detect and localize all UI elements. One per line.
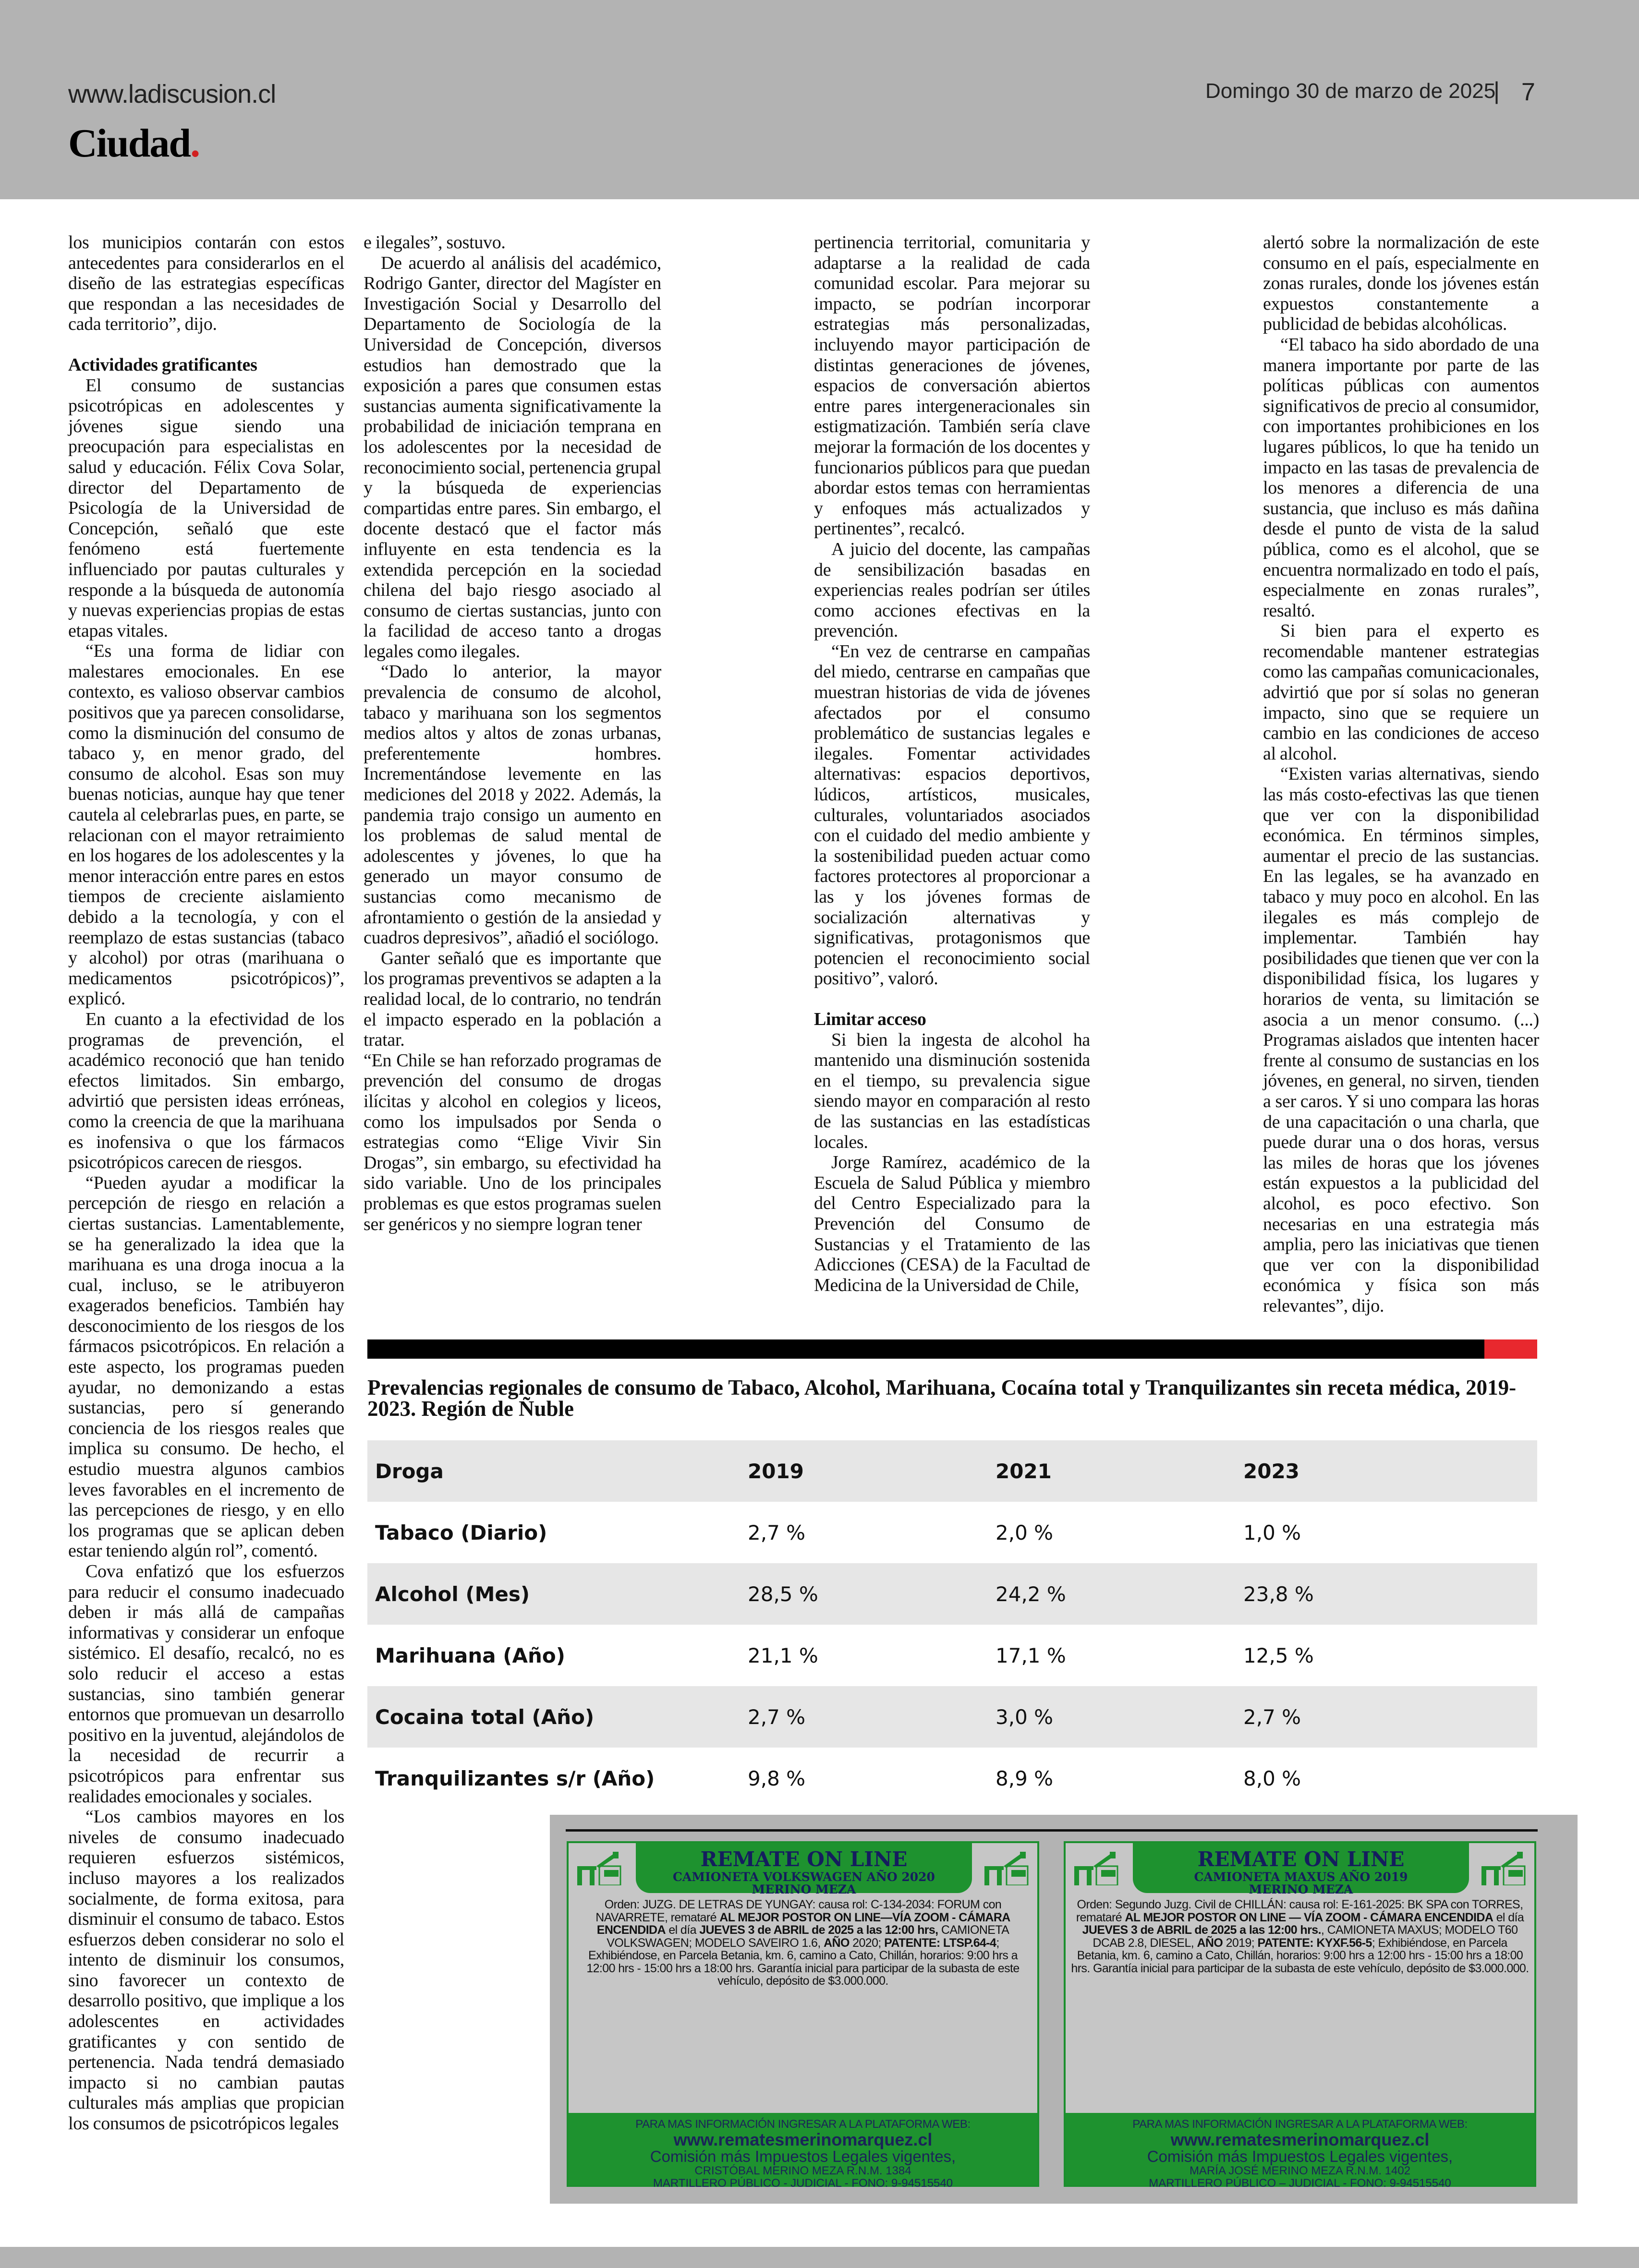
paragraph: A juicio del docente, las campañas de sensibilización basadas en experiencias reales podrían ser útiles como acciones efectivas en la prevención. — [814, 539, 1090, 641]
table-title: Prevalencias regionales de consumo de Tabaco, Alcohol, Marihuana, Cocaína total y Tranquilizantes sin receta médica, 2019-2023. Región de Ñuble — [367, 1375, 1517, 1421]
column-header: 2021 — [996, 1459, 1052, 1483]
paragraph: “En vez de centrarse en campañas del miedo, centrarse en campañas que muestran historias de vida de jóvenes afectados por el consumo problemático de sustancias legales e ilegales. Fomentar actividades alternativas: espacios deportivos, lúdicos, artísticos, musicales, culturales, voluntariados asociados con el cuidado del medio ambiente y la sostenibilidad pueden actuar como factores protectores al proporcionar a las y los jóvenes formas de socialización alternativas y significativas, protagonismos que potencien el reconocimiento social positivo”, valoró. — [814, 641, 1090, 989]
value-cell: 1,0 % — [1243, 1520, 1301, 1544]
paragraph: En cuanto a la efectividad de los programas de prevención, el académico reconoció que han tenido efectos limitados. Sin embargo, advirtió que persisten ideas erróneas, como la creencia de que la marihuana es inofensiva o que los fármacos psicotrópicos carecen de riesgos. — [68, 1009, 344, 1173]
article-column-3 — [814, 232, 1090, 1295]
value-cell: 3,0 % — [996, 1705, 1054, 1729]
column-header: Droga — [375, 1459, 444, 1483]
ad-text: Orden: Segundo Juzg. Civil de CHILLÁN: causa rol: E-161-2025: BK SPA con TORRES, remataré — [1076, 1898, 1523, 1924]
ad-commission: Comisión más Impuestos Legales vigentes, — [650, 2147, 956, 2165]
ad-commission: Comisión más Impuestos Legales vigentes, — [1147, 2147, 1453, 2165]
column-header: 2023 — [1243, 1459, 1299, 1483]
value-cell: 21,1 % — [748, 1643, 818, 1667]
auctioneer-logo-icon — [1072, 1852, 1120, 1885]
paragraph: pertinencia territorial, comunitaria y adaptarse a la realidad de cada comunidad escolar. Para mejorar su impacto, se podrían incorporar estrategias más personalizadas, incluyendo mayor participación de distintas generaciones de jóvenes, espacios de conversación abiertos entre pares intergeneracionales sin estigmatización. También sería clave mejorar la formación de los docentes y funcionarios públicos para que puedan abordar estos temas con herramientas y enfoques más actualizados y pertinentes”, recalcó. — [814, 232, 1090, 539]
ad-text: ; Exhibiéndose, en Parcela Betania, km. 6, camino a Cato, Chillán, horarios: 9:00 hrs a 12:00 hrs - 15:00 hrs a 18:00 hrs. Garantía inicial para participar de la subasta de este vehículo, depósito de $3.000.000. — [586, 1936, 1020, 1988]
ad-text-bold: PATENTE: KYXF.56-5 — [1257, 1936, 1372, 1950]
ad-title: REMATE ON LINE — [1197, 1847, 1405, 1871]
value-cell: 2,7 % — [748, 1705, 806, 1729]
value-cell: 24,2 % — [996, 1582, 1066, 1606]
article-column-2 — [364, 232, 661, 1234]
ad-brand: MERINO MEZA — [1249, 1882, 1353, 1896]
drug-cell: Alcohol (Mes) — [375, 1582, 530, 1606]
accent-bar — [1484, 1339, 1537, 1359]
paragraph: “En Chile se han reforzado programas de prevención del consumo de drogas ilícitas y alcohol en colegios y liceos, como los impulsados por Senda o estrategias como “Elige Vivir Sin Drogas”, sin embargo, su efectividad ha sido variable. Uno de los principales problemas es que estos programas suelen ser genéricos y no siempre logran tener — [364, 1050, 661, 1234]
ad-text: 2019; — [1223, 1936, 1258, 1950]
table-row — [367, 1563, 1537, 1625]
table-row — [367, 1502, 1537, 1563]
value-cell: 28,5 % — [748, 1582, 818, 1606]
auctioneer-logo-icon — [1480, 1852, 1528, 1885]
drug-cell: Tranquilizantes s/r (Año) — [375, 1766, 655, 1790]
table-row — [367, 1748, 1537, 1809]
ad-contact: MARTILLERO PÚBLICO - JUDICIAL - FONO: 9-94515540 — [653, 2177, 953, 2190]
value-cell: 17,1 % — [996, 1643, 1066, 1667]
paragraph: los municipios contarán con estos antecedentes para considerarlos en el diseño de las estrategias específicas que respondan a las necesidades de cada territorio”, dijo. — [68, 232, 344, 335]
article-column-4 — [1263, 232, 1539, 1316]
prevalence-table — [367, 1440, 1537, 1809]
ad-website-link[interactable]: www.rematesmerinomarquez.cl — [673, 2130, 933, 2149]
ad-text-bold: PATENTE: LTSP.64-4 — [884, 1936, 996, 1950]
paragraph: “El tabaco ha sido abordado de una manera importante por parte de las políticas públicas con aumentos significativos de precio al consumidor, con importantes prohibiciones en los lugares públicos, lo que ha tenido un impacto en las tasas de prevalencia de los menores a diferencia de una sustancia, que incluso es más dañina desde el punto de vista de la salud pública, como es el alcohol, que se encuentra normalizado en todo el país, especialmente en zonas rurales”, resaltó. — [1263, 334, 1539, 621]
auctioneer-logo-icon — [575, 1852, 623, 1885]
section-title — [68, 120, 199, 167]
ad-text: Orden: JUZG. DE LETRAS DE YUNGAY: causa rol: C-134-2034: FORUM con NAVARRETE, remataré — [595, 1898, 1002, 1924]
paragraph: “Es una forma de lidiar con malestares emocionales. En ese contexto, es valioso observar cambios positivos que ya parecen consolidarse, como la disminución del consumo de tabaco y, en menor grado, del consumo de alcohol. Esas son muy buenas noticias, aunque hay que tener cautela al celebrarlas pues, en parte, se relacionan con el mayor retraimiento en los hogares de los adolescentes y la menor interacción entre pares en estos tiempos de creciente aislamiento debido a la tecnología, y con el reemplazo de estas sustancias (tabaco y alcohol) por otras (marihuana o medicamentos psicotrópicos)”, explicó. — [68, 641, 344, 1009]
ad-auctioneer: CRISTÓBAL MERINO MEZA R.N.M. 1384 — [694, 2164, 911, 2177]
value-cell: 2,0 % — [996, 1520, 1054, 1544]
ad-title: REMATE ON LINE — [700, 1847, 908, 1871]
ad-text: , CAMIONETA MAXUS; MODELO T60 DCAB 2.8, DIESEL, — [1093, 1923, 1518, 1950]
paragraph: El consumo de sustancias psicotrópicas en adolescentes y jóvenes sigue siendo una preocupación para especialistas en salud y educación. Félix Cova Solar, director del Departamento de Psicología de la Universidad de Concepción, señaló que este fenómeno está fuertemente influenciado por pautas culturales y responde a la búsqueda de autonomía y nuevas experiencias propias de estas etapas vitales. — [68, 375, 344, 641]
paragraph: e ilegales”, sostuvo. — [364, 232, 506, 253]
table-row — [367, 1625, 1537, 1686]
header-separator: | — [1493, 77, 1500, 104]
drug-cell: Tabaco (Diario) — [375, 1520, 547, 1544]
article-column-1 — [68, 232, 344, 2134]
ad-text: 2020; — [849, 1936, 885, 1950]
ad-text: el día — [1493, 1910, 1524, 1924]
page-header — [0, 0, 1639, 199]
paragraph: Jorge Ramírez, académico de la Escuela de Salud Pública y miembro del Centro Especializado para la Prevención del Consumo de Sustancias y el Tratamiento de las Adicciones (CESA) de la Facultad de Medicina de la Universidad de Chile, — [814, 1152, 1090, 1295]
ad-subtitle: CAMIONETA VOLKSWAGEN AÑO 2020 — [673, 1870, 935, 1884]
drug-cell: Cocaina total (Año) — [375, 1705, 595, 1729]
value-cell: 2,7 % — [1243, 1705, 1301, 1729]
table-header-row — [367, 1440, 1537, 1502]
paragraph: alertó sobre la normalización de este consumo en el país, especialmente en zonas rurales, donde los jóvenes están expuestos constantemente a publicidad de bebidas alcohólicas. — [1263, 232, 1539, 335]
ad-info: PARA MAS INFORMACIÓN INGRESAR A LA PLATAFORMA WEB: — [1132, 2118, 1468, 2131]
ad-text-bold: AÑO — [1197, 1936, 1223, 1950]
table-row — [367, 1686, 1537, 1748]
value-cell: 23,8 % — [1243, 1582, 1314, 1606]
section-label: Ciudad — [68, 121, 191, 166]
ad-text: ; Exhibiéndose, en Parcela Betania, km. 6, camino a Cato, Chillán, horarios: 9:00 hrs a 12:00 hrs - 15:00 hrs a 18:00 hrs. Garantía inicial para participar de la subasta de este vehículo, depósito de $3.000.000. — [1071, 1936, 1529, 1975]
ad-text: el día — [665, 1923, 700, 1937]
ad-text-bold: AÑO — [824, 1936, 850, 1950]
ad-body — [573, 1898, 1032, 1988]
auction-ad — [1064, 1841, 1536, 2190]
auctioneer-logo-icon — [983, 1852, 1031, 1885]
auction-ad — [567, 1841, 1039, 2190]
ad-text-bold: JUEVES 3 de ABRIL de 2025 a las 12:00 hrs. — [1082, 1923, 1321, 1937]
ad-footer — [569, 2113, 1037, 2190]
ad-header — [1133, 1843, 1469, 1896]
value-cell: 8,0 % — [1243, 1766, 1301, 1790]
ad-website-link[interactable]: www.rematesmerinomarquez.cl — [1170, 2130, 1430, 2149]
ad-header — [636, 1843, 972, 1896]
ad-text-bold: AL MEJOR POSTOR ON LINE—VÍA ZOOM - CÁMARA ENCENDIDA — [596, 1910, 1010, 1937]
paragraph: De acuerdo al análisis del académico, Rodrigo Ganter, director del Magíster en Investigación Social y Desarrollo del Departamento de Sociología de la Universidad de Concepción, diversos estudios han demostrado que la exposición a pares que consumen estas sustancias aumenta significativamente la probabilidad de iniciación temprana en los adolescentes por la necesidad de reconocimiento social, pertenencia grupal y la búsqueda de experiencias compartidas entre pares. Sin embargo, el docente destacó que el factor más influyente en esta tendencia es la extendida percepción en la sociedad chilena del bajo riesgo asociado al consumo de ciertas sustancias, junto con la facilidad de acceso tanto a drogas legales como ilegales. — [364, 253, 661, 662]
site-url: www.ladiscusion.cl — [68, 80, 276, 109]
column-header: 2019 — [748, 1459, 804, 1483]
subheading: Limitar acceso — [814, 1009, 926, 1029]
ad-contact: MARTILLERO PÚBLICO – JUDICIAL - FONO: 9-94515540 — [1149, 2177, 1451, 2190]
paragraph: “Los cambios mayores en los niveles de consumo inadecuado requieren esfuerzos sistémicos, incluso mayores a los realizados socialmente, de forma exitosa, para disminuir el consumo de tabaco. Estos esfuerzos deben considerar no solo el intento de disminuir los consumos, sino favorecer un contexto de desarrollo positivo, que implique a los adolescentes en actividades gratificantes y con sentido de pertenencia. Nada tendrá demasiado impacto si no cambian pautas culturales más amplias que propician los consumos de psicotrópicos legales — [68, 1807, 344, 2134]
paragraph: Si bien para el experto es recomendable mantener estrategias como las campañas comunicacionales, advirtió que por sí solas no generan impacto, sino que se requiere un cambio en las condiciones de acceso al alcohol. — [1263, 621, 1539, 764]
paragraph: “Existen varias alternativas, siendo las más costo-efectivas las que tienen que ver con la disponibilidad económica. En términos simples, aumentar el precio de las sustancias. En las legales, se ha avanzado en tabaco y muy poco en alcohol. En las ilegales es más complejo de implementar. También hay posibilidades que tienen que ver con la disponibilidad física, los lugares y horarios de venta, su limitación se asocia a un menor consumo. (...) Programas aislados que intenten hacer frente al consumo de sustancias en los jóvenes, en general, no sirven, tienden a ser caros. Y si uno compara las horas de una capacitación o una charla, que puede durar una o dos horas, versus las miles de horas que los jóvenes están expuestos a la publicidad del alcohol, es poco efectivo. Son necesarias en una estrategia más amplia, pero las iniciativas que tienen que ver con la disponibilidad económica y física son más relevantes”, dijo. — [1263, 764, 1539, 1316]
paragraph: Si bien la ingesta de alcohol ha mantenido una disminución sostenida en el tiempo, su prevalencia sigue siendo mayor en comparación al resto de las sustancias en las estadísticas locales. — [814, 1029, 1090, 1152]
page-number: 7 — [1521, 78, 1535, 106]
paragraph: Cova enfatizó que los esfuerzos para reducir el consumo inadecuado deben ir más allá de campañas informativas y considerar un enfoque sistémico. El desafío, recalcó, no es solo reducir el acceso a estas sustancias, sino también generar entornos que promuevan un desarrollo positivo en la juventud, alejándolos de la necesidad de recurrir a psicotrópicos para enfrentar sus realidades emocionales y sociales. — [68, 1561, 344, 1807]
ad-footer — [1066, 2113, 1534, 2190]
ad-subtitle: CAMIONETA MAXUS AÑO 2019 — [1194, 1870, 1408, 1884]
ad-body — [1070, 1898, 1530, 1975]
ad-text-bold: JUEVES 3 de ABRIL de 2025 a las 12:00 hrs, — [699, 1923, 938, 1937]
value-cell: 2,7 % — [748, 1520, 806, 1544]
drug-cell: Marihuana (Año) — [375, 1643, 565, 1667]
section-dot: . — [190, 121, 200, 166]
ad-text: CAMIONETA VOLKSWAGEN; MODELO SAVEIRO 1.6, — [607, 1923, 1009, 1950]
table-divider-bar — [367, 1339, 1537, 1359]
value-cell: 8,9 % — [996, 1766, 1054, 1790]
subheading: Actividades gratificantes — [68, 354, 257, 375]
ad-brand: MERINO MEZA — [752, 1882, 856, 1896]
ads-divider — [566, 1829, 1538, 1832]
page-footer-band — [0, 2247, 1639, 2268]
paragraph: Ganter señaló que es importante que los programas preventivos se adapten a la realidad local, de lo contrario, no tendrán el impacto esperado en la población a tratar. — [364, 948, 661, 1050]
ad-auctioneer: MARÍA JOSÉ MERINO MEZA R.N.M. 1402 — [1189, 2164, 1411, 2177]
paragraph: “Dado lo anterior, la mayor prevalencia de consumo de alcohol, tabaco y marihuana son los segmentos medios altos y altos de zonas urbanas, preferentemente hombres. Incrementándose levemente en las mediciones del 2018 y 2022. Además, la pandemia trajo consigo un aumento en los problemas de salud mental de adolescentes y jóvenes, lo que ha generado un mayor consumo de sustancias como mecanismo de afrontamiento o gestión de la ansiedad y cuadros depresivos”, añadió el sociólogo. — [364, 662, 661, 948]
value-cell: 9,8 % — [748, 1766, 806, 1790]
value-cell: 12,5 % — [1243, 1643, 1314, 1667]
ad-text-bold: AL MEJOR POSTOR ON LINE — VÍA ZOOM - CÁMARA ENCENDIDA — [1125, 1910, 1493, 1924]
paragraph: “Pueden ayudar a modificar la percepción de riesgo en relación a ciertas sustancias. Lamentablemente, se ha generalizado la idea que la marihuana es una droga inocua a la cual, incluso, se le atribuyeron exagerados beneficios. También hay desconocimiento de los riesgos de los fármacos psicotrópicos. En relación a este aspecto, los programas pueden ayudar, no demonizando a estas sustancias, pero sí generando conciencia de los riesgos reales que implica su consumo. De hecho, el estudio muestra algunos cambios leves favorables en el incremento de las percepciones de riesgo, y en ello los programas que se aplican deben estar teniendo algún rol”, comentó. — [68, 1172, 344, 1561]
issue-date: Domingo 30 de marzo de 2025 — [1205, 79, 1496, 103]
ad-info: PARA MAS INFORMACIÓN INGRESAR A LA PLATAFORMA WEB: — [635, 2118, 971, 2131]
